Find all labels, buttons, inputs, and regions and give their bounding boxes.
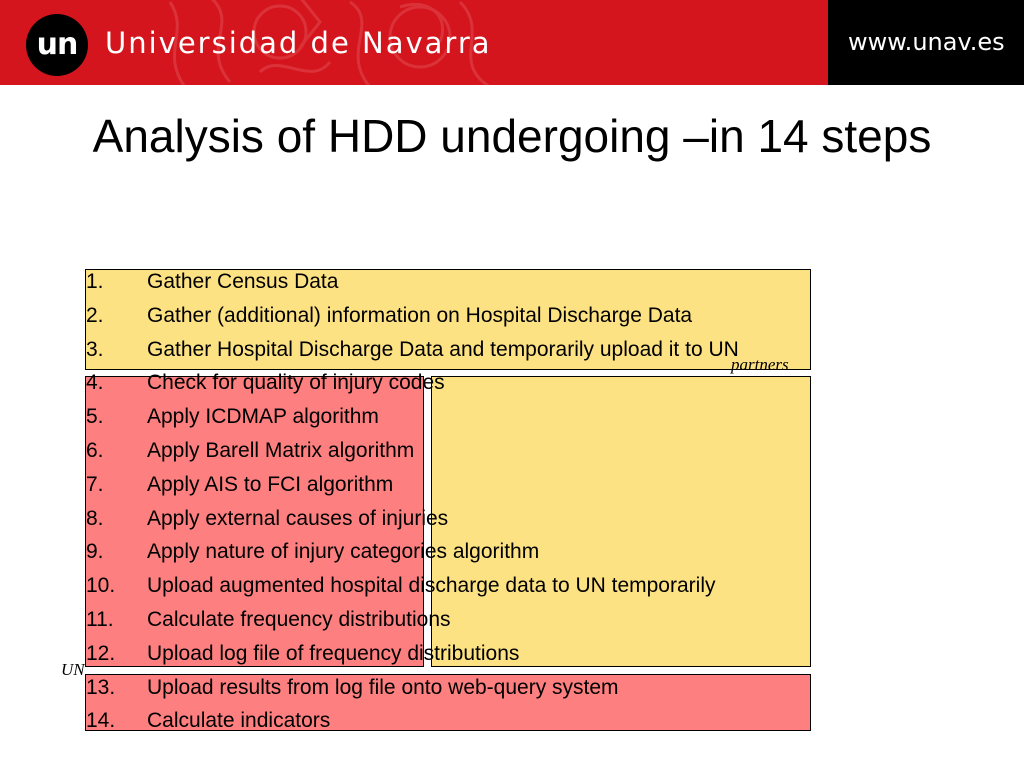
- step-text: Apply nature of injury categories algorithm: [147, 540, 540, 564]
- list-item: [86, 704, 739, 738]
- logo-text: un: [36, 27, 78, 62]
- step-number: 13.: [86, 675, 116, 699]
- step-number: 11.: [86, 607, 114, 631]
- step-number: 2.: [86, 303, 104, 327]
- step-number: 3.: [86, 337, 104, 361]
- step-text: Calculate indicators: [147, 709, 331, 733]
- step-text: Apply AIS to FCI algorithm: [147, 472, 394, 496]
- step-text: Gather Census Data: [147, 270, 339, 293]
- slide-title: Analysis of HDD undergoing –in 14 steps: [92, 110, 932, 162]
- partners-label: partners: [731, 355, 789, 374]
- list-item: [86, 569, 739, 603]
- step-text: Check for quality of injury codes: [147, 371, 445, 395]
- university-name: Universidad de Navarra: [105, 26, 492, 60]
- un-label: UN: [61, 660, 85, 679]
- list-item: [86, 502, 739, 536]
- step-text: Gather Hospital Discharge Data and temporarily upload it to UN: [147, 337, 739, 361]
- list-item: [86, 333, 739, 367]
- list-item: [86, 434, 739, 468]
- list-item: [86, 603, 739, 637]
- step-text: Upload log file of frequency distributions: [147, 641, 520, 665]
- step-number: 4.: [86, 371, 104, 395]
- step-number: 6.: [86, 438, 104, 462]
- step-number: 1.: [86, 270, 104, 293]
- university-logo[interactable]: [26, 14, 88, 76]
- steps-list: [86, 265, 739, 738]
- step-number: 9.: [86, 540, 104, 564]
- step-number: 12.: [86, 641, 116, 665]
- step-text: Apply ICDMAP algorithm: [147, 405, 379, 429]
- list-item: [86, 366, 739, 400]
- website-link[interactable]: www.unav.es: [848, 28, 1005, 56]
- list-item: [86, 468, 739, 502]
- step-text: Upload augmented hospital discharge data to UN temporarily: [147, 574, 716, 598]
- step-text: Apply Barell Matrix algorithm: [147, 438, 415, 462]
- header-banner: [0, 0, 1024, 85]
- list-item: [86, 671, 739, 705]
- list-item: [86, 637, 739, 671]
- list-item: [86, 535, 739, 569]
- list-item: [86, 265, 739, 299]
- step-number: 5.: [86, 405, 104, 429]
- list-item: [86, 400, 739, 434]
- step-text: Gather (additional) information on Hospital Discharge Data: [147, 303, 693, 327]
- step-text: Upload results from log file onto web-query system: [147, 675, 619, 699]
- step-text: Calculate frequency distributions: [147, 607, 451, 631]
- step-number: 10.: [86, 574, 116, 598]
- step-number: 8.: [86, 506, 104, 530]
- step-text: Apply external causes of injuries: [147, 506, 449, 530]
- step-number: 14.: [86, 709, 116, 733]
- step-number: 7.: [86, 472, 104, 496]
- list-item: [86, 299, 739, 333]
